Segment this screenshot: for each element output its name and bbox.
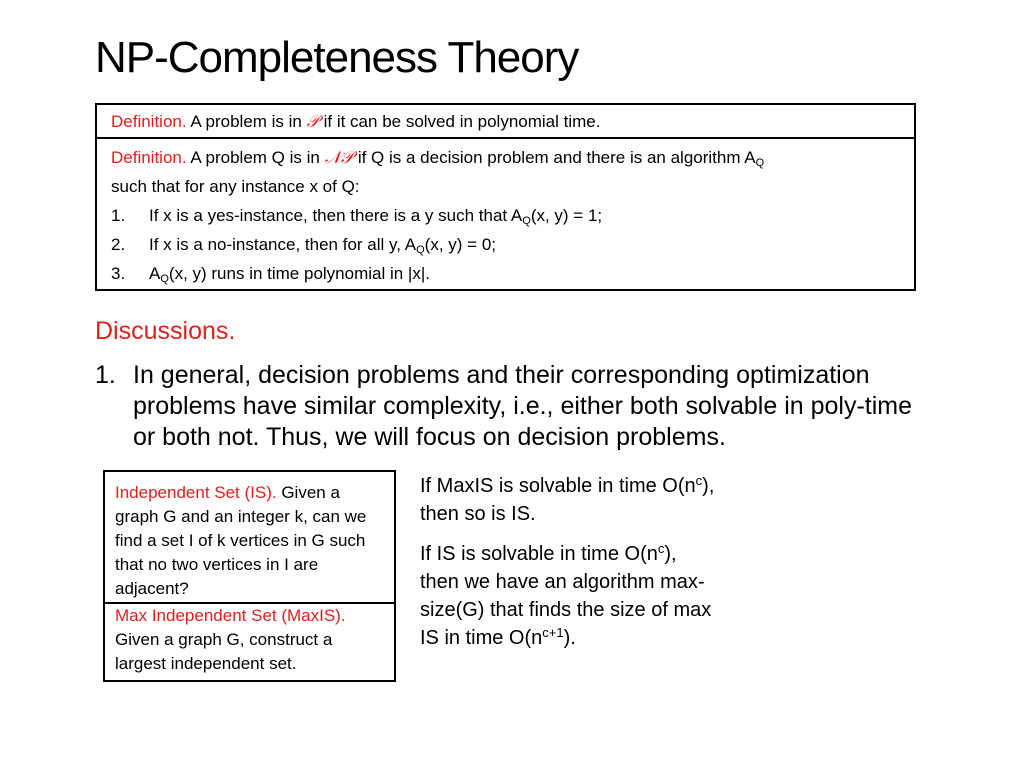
item-text: $A_Q(x$, y) runs in time polynomial in |x|. <box>149 264 430 285</box>
maxis-text: Given a graph G, construct a largest independent set. <box>115 630 333 673</box>
definition-text: A problem Q is in <box>186 148 325 167</box>
definition-np <box>97 139 914 288</box>
max-independent-set-definition <box>105 604 394 676</box>
item-text: If x is a yes-instance, then there is a y such that $A_Q(x$, y) = 1; <box>149 206 603 227</box>
complexity-notes <box>420 472 720 664</box>
condition-item <box>111 201 914 230</box>
definitions-box <box>95 103 916 291</box>
superscript: c <box>657 541 665 556</box>
definition-text: if it can be solved in polynomial time. <box>318 112 601 131</box>
independent-set-definition <box>105 472 394 604</box>
condition-item <box>111 259 914 288</box>
discussions-heading: Discussions. <box>95 317 236 345</box>
superscript: c <box>695 473 703 488</box>
problem-definitions-box <box>103 470 396 682</box>
page-title: NP-Completeness Theory <box>95 33 579 82</box>
subscript: Q <box>416 244 425 256</box>
subscript: Q <box>522 215 531 227</box>
definition-text: if Q is a decision problem and there is an algorithm A <box>353 148 756 167</box>
discussion-item <box>95 360 915 453</box>
definition-np-line1 <box>111 143 914 172</box>
is-label: Independent Set (IS). <box>115 483 277 502</box>
note-paragraph: If MaxIS is solvable in time $O(n^c)$, then so is IS. <box>420 473 715 525</box>
subscript: Q <box>755 157 765 169</box>
definition-p <box>97 105 914 139</box>
discussion-text: In general, decision problems and their corresponding optimization problems have similar complexity, i.e., either both solvable in poly-time or both not. Thus, we will focus on decision problems. <box>133 361 913 451</box>
definition-label: Definition. <box>111 112 187 131</box>
item-number: 3. <box>111 264 126 283</box>
item-number: 1. <box>95 361 116 389</box>
is-text: Given a graph G and an integer k, can we find a set I of k vertices in G such that no two vertices in I are adjacent? <box>115 483 367 598</box>
condition-item <box>111 230 914 259</box>
maxis-label: Max Independent Set (MaxIS). <box>115 606 346 625</box>
item-text: If x is a no-instance, then for all y, $A_Q(x$, y) = 0; <box>149 235 496 256</box>
note-paragraph: If IS is solvable in time $O(n^c)$, then we have an algorithm max-size(G) that finds the size of max IS in time $O(n^{c+1})$. <box>420 541 712 649</box>
definition-np-line2: such that for any instance x of Q: <box>111 177 360 196</box>
definition-text: A problem is in <box>186 112 307 131</box>
definition-label: Definition. <box>111 148 187 167</box>
item-number: 2. <box>111 235 126 254</box>
class-np-symbol: 𝒩𝒫 <box>324 148 354 167</box>
item-number: 1. <box>111 206 126 225</box>
subscript: Q <box>160 273 169 285</box>
class-p-symbol: 𝒫 <box>306 112 319 131</box>
discussions-list <box>95 360 915 453</box>
superscript: c+1 <box>542 625 564 640</box>
